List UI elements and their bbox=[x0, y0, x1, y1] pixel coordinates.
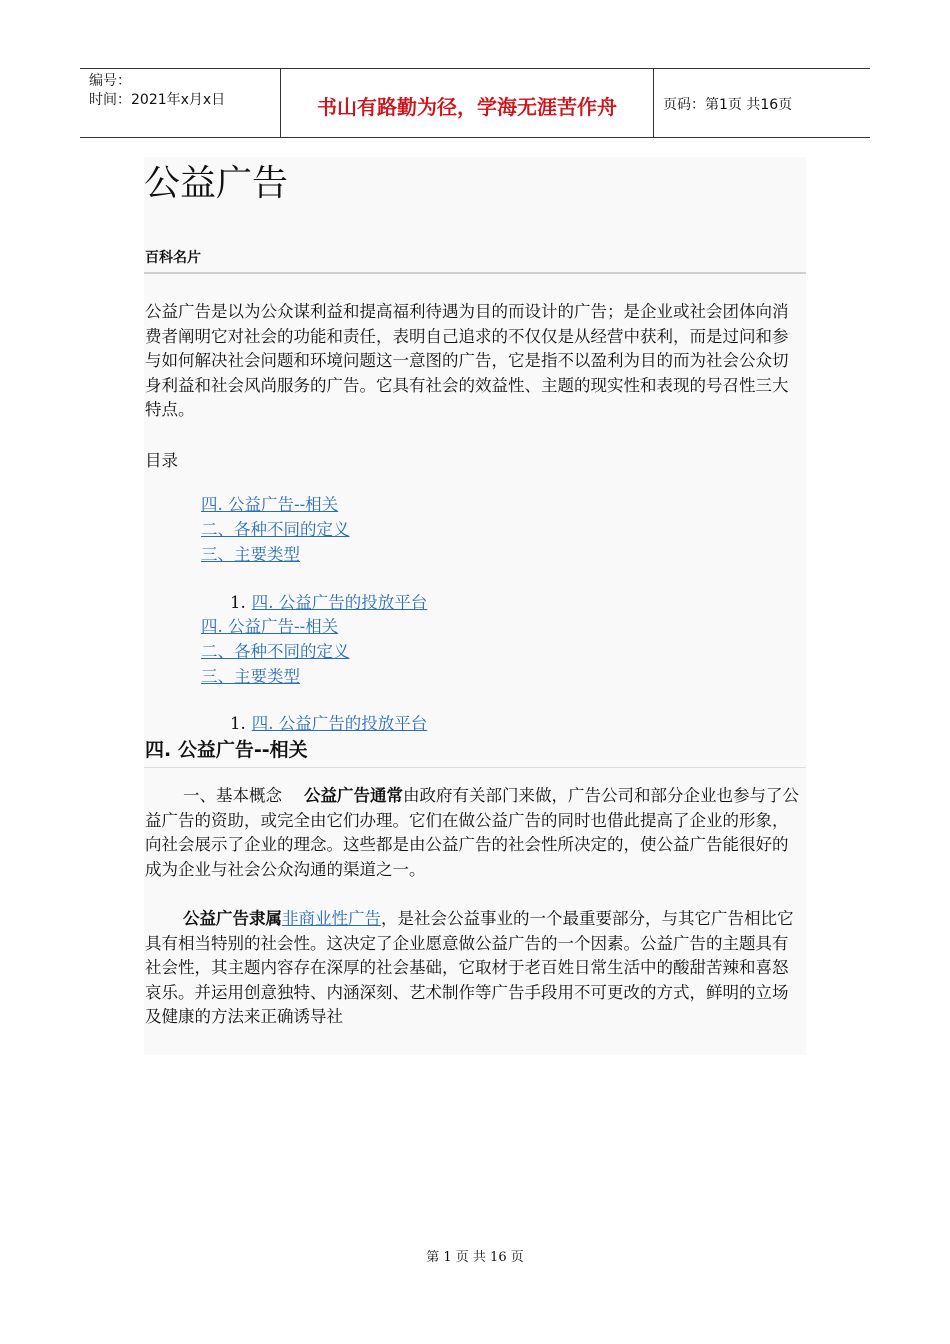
article-title: 公益广告 bbox=[144, 163, 289, 204]
section-heading: 四. 公益广告--相关 bbox=[145, 739, 308, 761]
toc-number: 1. bbox=[230, 714, 246, 733]
paragraph-text: 由政府有关部门来做，广告公司和部分企业也参与了公益广告的资助，或完全由它们办理。它们在做公益广告的同时也借此提高了企业的形象，向社会展示了企业的理念。这些都是由公益广告的社会性所决定的，使公益广告能很好的成为企业与社会公众沟通的渠道之一。 bbox=[145, 786, 799, 879]
toc-link[interactable]: 四. 公益广告的投放平台 bbox=[251, 593, 428, 612]
document-number: 编号： bbox=[89, 73, 131, 89]
document-date: 时间：2021年x月x日 bbox=[89, 92, 226, 108]
bold-term: 公益广告隶属 bbox=[183, 909, 282, 928]
body-paragraph-2 bbox=[145, 907, 799, 1030]
header-motto: 书山有路勤为径，学海无涯苦作舟 bbox=[281, 69, 654, 137]
toc-number: 1. bbox=[230, 593, 246, 612]
card-divider bbox=[144, 272, 806, 274]
toc-link[interactable]: 四. 公益广告--相关 bbox=[201, 495, 339, 514]
toc-link[interactable]: 四. 公益广告的投放平台 bbox=[251, 714, 428, 733]
header-table bbox=[80, 68, 870, 138]
toc-item[interactable] bbox=[201, 543, 300, 568]
toc-link[interactable]: 二、各种不同的定义 bbox=[201, 642, 350, 661]
toc-item[interactable] bbox=[201, 518, 350, 543]
summary-paragraph: 公益广告是以为公众谋利益和提高福利待遇为目的而设计的广告；是企业或社会团体向消费者阐明它对社会的功能和责任，表明自己追求的不仅仅是从经营中获利，而是过问和参与如何解决社会问题和环境问题这一意图的广告，它是指不以盈利为目的而为社会公众切身利益和社会风尚服务的广告。它具有社会的效益性、主题的现实性和表现的号召性三大特点。 bbox=[145, 302, 789, 420]
non-commercial-ad-link[interactable]: 非商业性广告 bbox=[282, 909, 381, 928]
toc-link[interactable]: 二、各种不同的定义 bbox=[201, 520, 350, 539]
paragraph-text: ，是社会公益事业的一个最重要部分，与其它广告相比它具有相当特别的社会性。这决定了企业愿意做公益广告的一个因素。公益广告的主题具有社会性，其主题内容存在深厚的社会基础，它取材于老百姓日常生活中的酸甜苦辣和喜怒哀乐。并运用创意独特、内涵深刻、艺术制作等广告手段用不可更改的方式，鲜明的立场及健康的方法来正确诱导社 bbox=[145, 909, 794, 1027]
toc-label: 目录 bbox=[145, 451, 178, 470]
toc-item[interactable] bbox=[201, 493, 338, 518]
card-label: 百科名片 bbox=[145, 250, 201, 266]
toc-item[interactable] bbox=[201, 665, 300, 690]
toc-item[interactable] bbox=[201, 640, 350, 665]
toc-item[interactable] bbox=[230, 712, 427, 737]
toc-item[interactable] bbox=[201, 615, 338, 640]
bold-term: 公益广告通常 bbox=[304, 786, 403, 805]
page-footer: 第 1 页 共 16 页 bbox=[426, 1250, 524, 1265]
section-divider bbox=[144, 767, 806, 768]
toc-item[interactable] bbox=[230, 591, 427, 616]
concept-prefix: 一、基本概念 bbox=[183, 786, 282, 805]
header-page-info: 页码：第1页 共16页 bbox=[663, 97, 793, 113]
toc-link[interactable]: 三、主要类型 bbox=[201, 545, 300, 564]
header-meta bbox=[80, 69, 281, 137]
article-panel bbox=[144, 157, 806, 1055]
body-paragraph-1 bbox=[145, 784, 799, 882]
toc-link[interactable]: 三、主要类型 bbox=[201, 667, 300, 686]
toc-link[interactable]: 四. 公益广告--相关 bbox=[201, 617, 339, 636]
